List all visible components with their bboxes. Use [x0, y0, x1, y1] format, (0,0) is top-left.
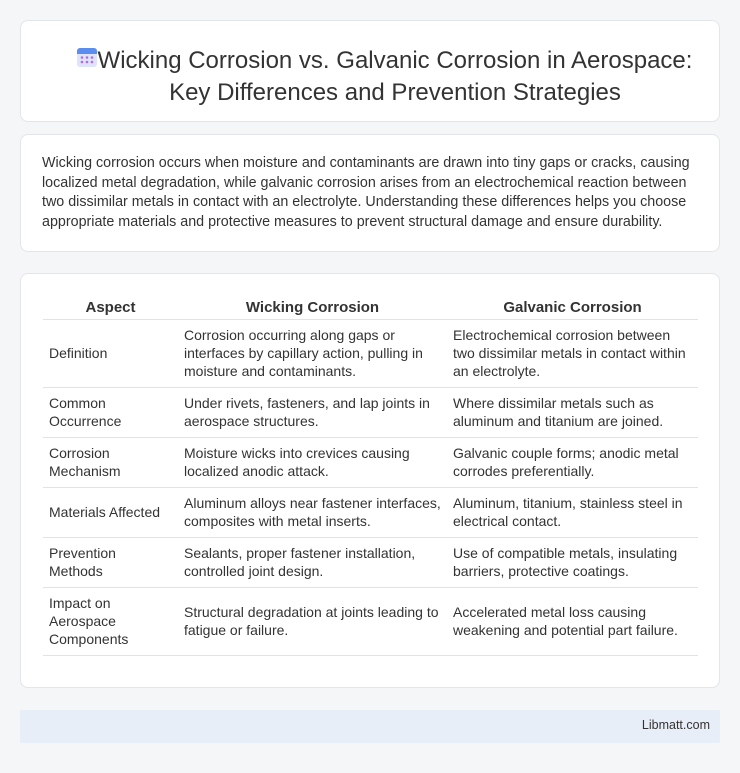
cell-wicking: Structural degradation at joints leading to fatigue or failure.: [178, 588, 447, 656]
footer-site-link[interactable]: Libmatt.com: [641, 718, 710, 732]
table-row: [43, 538, 698, 588]
comparison-table: [43, 294, 698, 656]
page-title: Wicking Corrosion vs. Galvanic Corrosion in Aerospace: Key Differences and Prevention Strategies: [97, 47, 693, 106]
cell-wicking: Under rivets, fasteners, and lap joints in aerospace structures.: [178, 388, 447, 438]
table-row: [43, 438, 698, 488]
table-row: [43, 588, 698, 656]
cell-aspect: Impact on Aerospace Components: [43, 588, 178, 656]
cell-galvanic: Electrochemical corrosion between two dissimilar metals in contact within an electrolyte.: [447, 320, 698, 388]
footer-bar: [20, 710, 720, 743]
cell-aspect: Common Occurrence: [43, 388, 178, 438]
comparison-card: [20, 273, 720, 688]
cell-aspect: Materials Affected: [43, 488, 178, 538]
cell-aspect: Prevention Methods: [43, 538, 178, 588]
table-row: [43, 488, 698, 538]
cell-wicking: Aluminum alloys near fastener interfaces, composites with metal inserts.: [178, 488, 447, 538]
cell-wicking: Moisture wicks into crevices causing localized anodic attack.: [178, 438, 447, 488]
cell-galvanic: Galvanic couple forms; anodic metal corrodes preferentially.: [447, 438, 698, 488]
table-row: [43, 388, 698, 438]
cell-wicking: Sealants, proper fastener installation, controlled joint design.: [178, 538, 447, 588]
cell-galvanic: Aluminum, titanium, stainless steel in electrical contact.: [447, 488, 698, 538]
cell-galvanic: Where dissimilar metals such as aluminum and titanium are joined.: [447, 388, 698, 438]
cell-aspect: Definition: [43, 320, 178, 388]
cell-galvanic: Accelerated metal loss causing weakening and potential part failure.: [447, 588, 698, 656]
header-wicking: Wicking Corrosion: [178, 294, 447, 320]
table-row: [43, 320, 698, 388]
table-header-row: [43, 294, 698, 320]
header-aspect: Aspect: [43, 294, 178, 320]
cell-galvanic: Use of compatible metals, insulating barriers, protective coatings.: [447, 538, 698, 588]
intro-paragraph: Wicking corrosion occurs when moisture and contaminants are drawn into tiny gaps or cracks, causing localized metal degradation, while galvanic corrosion arises from an electrochemical reaction between two dissimilar metals in contact with an electrolyte. Understanding these differences helps you choose appropriate materials and protective measures to prevent structural damage and ensure durability.: [42, 155, 690, 230]
cell-wicking: Corrosion occurring along gaps or interfaces by capillary action, pulling in moisture and contaminants.: [178, 320, 447, 388]
intro-card: [20, 134, 720, 252]
cell-aspect: Corrosion Mechanism: [43, 438, 178, 488]
header-galvanic: Galvanic Corrosion: [447, 294, 698, 320]
title-card: [20, 20, 720, 122]
